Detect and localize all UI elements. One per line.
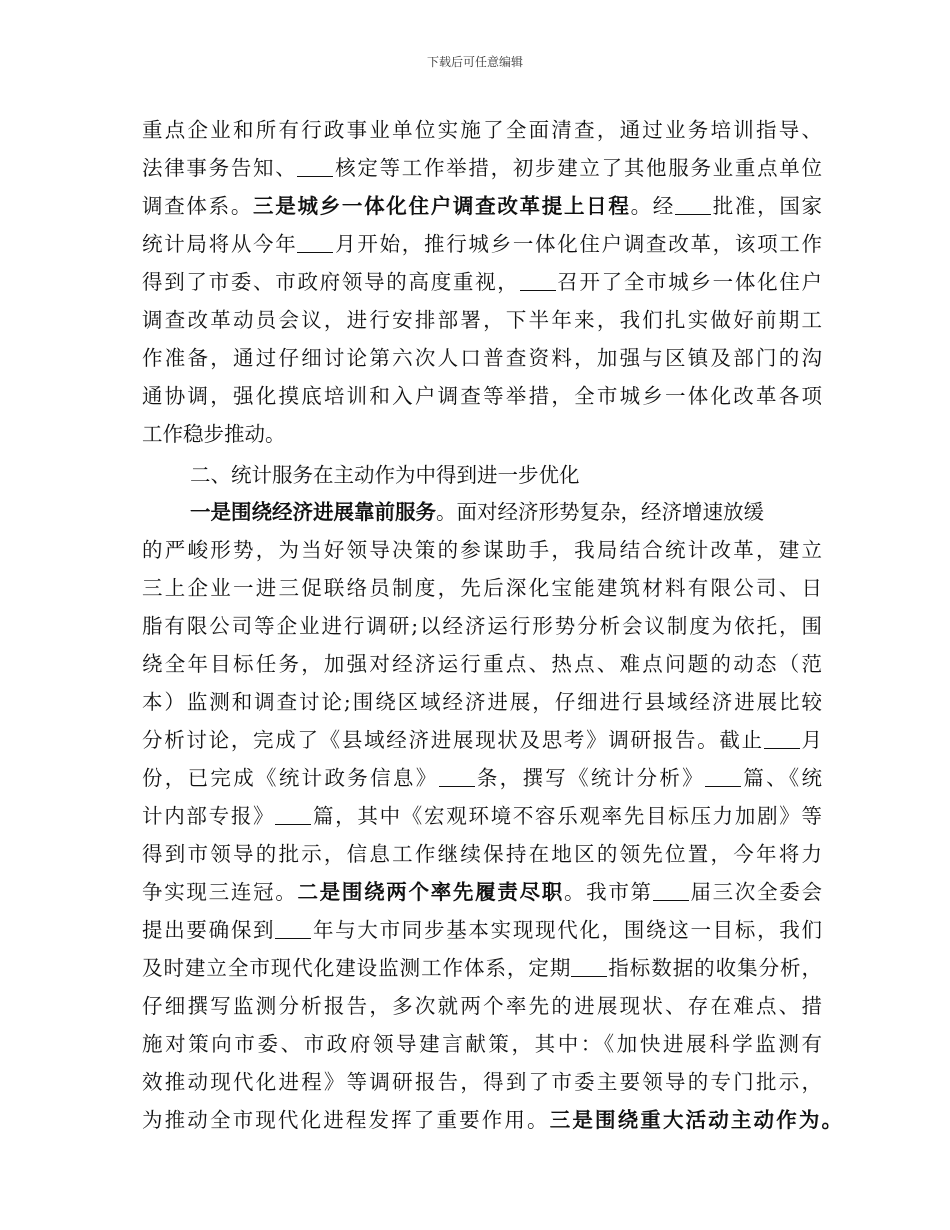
text-segment: 为推动全市现代化进程发挥了重要作用。 [142,1108,550,1132]
text-segment: 份，已完成《统计政务信息》 [142,766,439,790]
fill-in-blank [297,234,333,253]
text-line [142,760,822,796]
text-segment: 仔细撰写监测分析报告，多次就两个率先的进展现状、存在难点、措 [142,994,822,1018]
text-segment: 。面对经济形势复杂，经济增速放缓 [436,500,764,524]
text-segment: 得到市领导的批示，信息工作继续保持在地区的领先位置，今年将力 [142,842,822,866]
text-line [142,874,822,910]
text-segment: 效推动现代化进程》等调研报告，得到了市委主要领导的专门批示， [142,1070,822,1094]
fill-in-blank [439,768,475,787]
text-line [142,684,822,720]
text-line [142,416,822,452]
text-segment: 条，撰写《统计分析》 [474,766,705,790]
fill-in-blank [705,768,741,787]
text-line [142,226,822,262]
text-segment: 指标数据的收集分析， [607,956,823,980]
text-segment: 月 [799,728,823,752]
bold-text: 三是围绕重大活动主动作为。 [549,1108,843,1132]
text-segment: 通协调，强化摸底培训和入户调查等举措，全市城乡一体化改革各项 [142,384,822,408]
text-segment: 提出要确保到 [142,918,276,942]
text-line [142,950,822,986]
text-segment: 的严峻形势，为当好领导决策的参谋助手，我局结合统计改革，建立 [142,538,822,562]
text-segment: 批准，国家 [711,194,823,218]
text-segment: 二、统计服务在主动作为中得到进一步优化 [190,463,580,487]
text-line [142,532,822,568]
text-line [142,836,822,872]
text-line [142,112,822,148]
page-header: 下载后可任意编辑 [426,55,523,69]
fill-in-blank [764,730,800,749]
fill-in-blank [275,920,311,939]
bold-text: 一是围绕经济进展靠前服务 [190,500,436,524]
text-segment: 作准备，通过仔细讨论第六次人口普查资料，加强与区镇及部门的沟 [142,346,822,370]
text-segment: 得到了市委、市政府领导的高度重视， [142,270,520,294]
text-segment: 篇、《统 [741,766,822,790]
text-line [190,494,822,530]
fill-in-blank [675,196,711,215]
text-segment: 。经 [630,194,675,218]
text-line [142,378,822,414]
text-line [142,264,822,300]
text-line [142,570,822,606]
fill-in-blank [571,958,607,977]
text-segment: 月开始，推行城乡一体化住户调查改革，该项工作 [333,232,823,256]
text-segment: 重点企业和所有行政事业单位实施了全面清查，通过业务培训指导、 [142,118,822,142]
text-line [142,722,822,758]
text-segment: 。我市第 [563,880,653,904]
text-segment: 施对策向市委、市政府领导建言献策，其中：《加快进展科学监测有 [142,1032,822,1056]
text-segment: 核定等工作举措，初步建立了其他服务业重点单位 [333,156,823,180]
text-line [142,1102,842,1138]
bold-text: 三是城乡一体化住户调查改革提上日程 [253,194,631,218]
text-segment: 及时建立全市现代化建设监测工作体系，定期 [142,956,572,980]
text-line [142,798,822,834]
text-segment: 工作稳步推动。 [142,422,286,446]
text-line [142,912,822,948]
text-segment: 统计局将从今年 [142,232,298,256]
text-line [142,150,822,186]
text-segment: 调查改革动员会议，进行安排部署，下半年来，我们扎实做好前期工 [142,308,822,332]
text-segment: 绕全年目标任务，加强对经济运行重点、热点、难点问题的动态（范 [142,652,822,676]
text-segment: 分析讨论，完成了《县域经济进展现状及思考》调研报告。截止 [142,728,764,752]
text-line [142,302,822,338]
text-segment: 脂有限公司等企业进行调研;以经济运行形势分析会议制度为依托，围 [142,614,822,638]
text-segment: 三上企业一进三促联络员制度，先后深化宝能建筑材料有限公司、日 [142,576,822,600]
text-line [142,1026,822,1062]
bold-text: 二是围绕两个率先履责尽职 [297,880,564,904]
text-segment: 篇，其中《宏观环境不容乐观率先目标压力加剧》等 [311,804,823,828]
fill-in-blank [653,882,689,901]
text-line [142,988,822,1024]
text-line [142,608,822,644]
text-segment: 争实现三连冠。 [142,880,298,904]
text-line [142,646,822,682]
text-line [142,1064,822,1100]
text-segment: 届三次全委会 [688,880,823,904]
fill-in-blank [275,806,311,825]
fill-in-blank [297,158,333,177]
text-segment: 召开了全市城乡一体化住户 [555,270,823,294]
text-segment: 计内部专报》 [142,804,276,828]
text-segment: 年与大市同步基本实现现代化，围绕这一目标，我们 [311,918,823,942]
text-segment: 本）监测和调查讨论;围绕区域经济进展，仔细进行县域经济进展比较 [142,690,822,714]
text-line [142,340,822,376]
section-heading [190,457,822,493]
text-segment: 法律事务告知、 [142,156,298,180]
fill-in-blank [520,272,556,291]
text-line [142,188,822,224]
text-segment: 调查体系。 [142,194,254,218]
